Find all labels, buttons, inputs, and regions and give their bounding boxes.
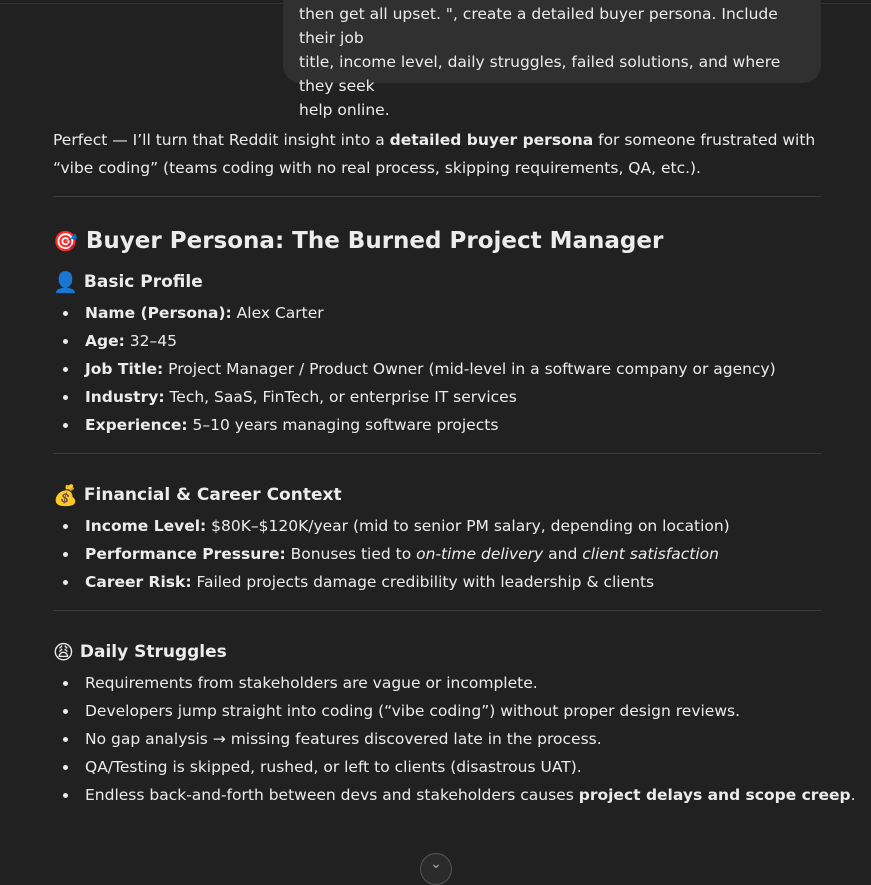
list-item: Job Title: Project Manager / Product Owner (mid-level in a software company or agency) (53, 355, 821, 383)
list-item: Performance Pressure: Bonuses tied to on-time delivery and client satisfaction (53, 540, 821, 568)
basic-profile-list (53, 299, 821, 439)
money-bag-icon: 💰 (53, 483, 78, 507)
persona-title-text: Buyer Persona: The Burned Project Manager (85, 228, 664, 254)
list-item: Name (Persona): Alex Carter (53, 299, 821, 327)
user-message-line: then get all upset. ", create a detailed buyer persona. Include their job (299, 5, 778, 47)
section-heading-basic-profile: 👤 Basic Profile (53, 270, 203, 294)
section-heading-financial: 💰 Financial & Career Context (53, 483, 342, 507)
list-item: Requirements from stakeholders are vague or incomplete. (53, 669, 821, 697)
intro-paragraph: Perfect — I’ll turn that Reddit insight into a detailed buyer persona for someone frustrated with “vibe coding” (teams coding with no real process, skipping requirements, QA, etc.). (53, 131, 816, 177)
assistant-response (53, 126, 856, 809)
financial-list (53, 512, 821, 596)
user-message-line: help online. (299, 101, 390, 119)
person-icon: 👤 (53, 270, 78, 294)
persona-title (53, 225, 821, 257)
list-item: Endless back-and-forth between devs and stakeholders causes project delays and scope creep. (53, 781, 821, 809)
daily-struggles-list (53, 669, 856, 809)
scroll-down-button[interactable] (420, 853, 452, 885)
section-divider (53, 196, 821, 197)
list-item: Career Risk: Failed projects damage credibility with leadership & clients (53, 568, 821, 596)
list-item: Industry: Tech, SaaS, FinTech, or enterprise IT services (53, 383, 821, 411)
section-heading-daily-struggles: 😩 Daily Struggles (53, 640, 227, 664)
list-item: Experience: 5–10 years managing software projects (53, 411, 821, 439)
list-item: No gap analysis → missing features discovered late in the process. (53, 725, 821, 753)
user-message-line: title, income level, daily struggles, failed solutions, and where they seek (299, 53, 781, 95)
target-icon: 🎯 (53, 229, 78, 253)
user-message-bubble (283, 0, 821, 119)
chevron-down-icon: ⌄ (430, 856, 442, 872)
section-divider (53, 610, 821, 611)
intro-bold: detailed buyer persona (389, 131, 594, 149)
list-item: Income Level: $80K–$120K/year (mid to senior PM salary, depending on location) (53, 512, 821, 540)
list-item: QA/Testing is skipped, rushed, or left to clients (disastrous UAT). (53, 753, 821, 781)
list-item: Developers jump straight into coding (“vibe coding”) without proper design reviews. (53, 697, 821, 725)
weary-face-icon: 😩 (53, 640, 74, 664)
list-item: Age: 32–45 (53, 327, 821, 355)
section-divider (53, 453, 821, 454)
